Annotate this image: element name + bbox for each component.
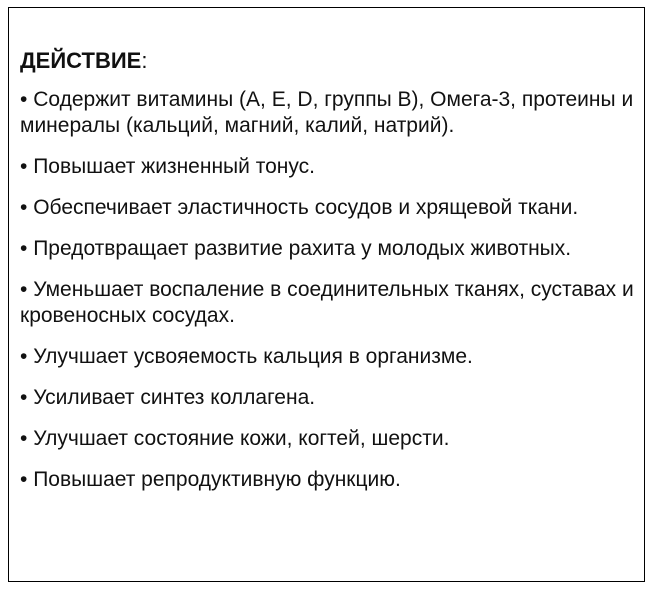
list-item-text: Повышает жизненный тонус. — [27, 155, 315, 178]
list-item-text: Обеспечивает эластичность сосудов и хрящевой ткани. — [27, 196, 579, 219]
section-heading: ДЕЙСТВИЕ — [20, 48, 142, 73]
document-content — [20, 48, 640, 508]
bullet-icon: • — [20, 237, 28, 260]
bullet-icon: • — [20, 386, 28, 409]
list-item-text: Предотвращает развитие рахита у молодых животных. — [27, 237, 572, 260]
list-item-text: Содержит витамины (A, E, D, группы B), Омега-3, протеины и минералы (кальций, магний, калий, натрий). — [20, 88, 634, 137]
list-item — [20, 344, 640, 370]
list-item-text: Усиливает синтез коллагена. — [27, 386, 316, 409]
bullet-icon: • — [20, 196, 28, 219]
list-item — [20, 426, 640, 452]
bullet-icon: • — [20, 345, 28, 368]
bullet-icon: • — [20, 468, 28, 491]
action-list — [20, 87, 640, 493]
list-item — [20, 385, 640, 411]
heading-line — [20, 48, 640, 74]
bullet-icon: • — [20, 427, 28, 450]
list-item-text: Улучшает состояние кожи, когтей, шерсти. — [27, 427, 450, 450]
bullet-icon: • — [20, 88, 28, 111]
list-item — [20, 195, 640, 221]
list-item-text: Повышает репродуктивную функцию. — [27, 468, 401, 491]
document-frame — [8, 7, 645, 582]
list-item-text: Уменьшает воспаление в соединительных тканях, суставах и кровеносных сосудах. — [20, 278, 634, 327]
list-item — [20, 467, 640, 493]
bullet-icon: • — [20, 278, 28, 301]
list-item — [20, 154, 640, 180]
list-item — [20, 236, 640, 262]
list-item — [20, 87, 640, 139]
list-item-text: Улучшает усвояемость кальция в организме. — [27, 345, 473, 368]
list-item — [20, 277, 640, 329]
bullet-icon: • — [20, 155, 28, 178]
heading-colon: : — [141, 48, 148, 73]
